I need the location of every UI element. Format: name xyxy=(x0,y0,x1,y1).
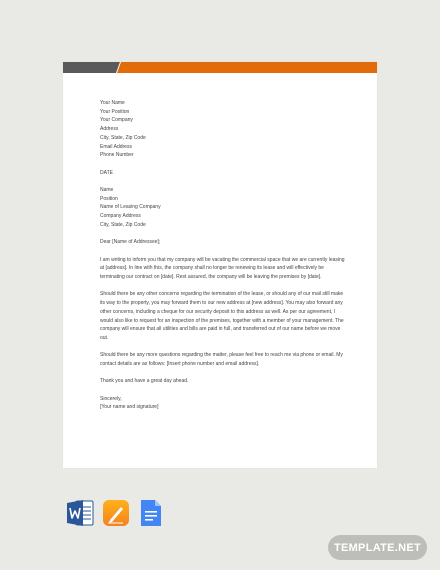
sender-company: Your Company xyxy=(100,117,133,124)
google-docs-icon[interactable] xyxy=(137,498,165,528)
sender-city: City, State, Zip Code xyxy=(100,134,146,141)
brand-badge[interactable]: TEMPLATE.NET xyxy=(328,535,427,560)
salutation: Dear [Name of Addressee]; xyxy=(100,239,161,246)
pages-icon[interactable] xyxy=(102,498,130,528)
sender-phone: Phone Number xyxy=(100,152,134,159)
sender-position: Your Position xyxy=(100,108,130,115)
recipient-position: Position xyxy=(100,195,118,202)
recipient-company: Name of Leasing Company xyxy=(100,204,161,211)
sender-email: Email Address xyxy=(100,143,132,150)
recipient-city: City, State, Zip Code xyxy=(100,221,146,228)
sign-off: Sincerely, xyxy=(100,395,122,402)
letter-body xyxy=(100,99,345,412)
letter-page xyxy=(63,62,377,468)
sender-name: Your Name xyxy=(100,100,125,106)
paragraph-1: I am writing to inform you that my company will be vacating the commercial space that we are currently leasing at [address]. In line with this, the company shall no longer be renewing its lease and will effectively be terminating our contract on [date]. Rest assured, the company will be leaving the premises by [date]. xyxy=(100,256,345,280)
paragraph-2: Should there be any other concerns regarding the termination of the lease, or should any of our mail still make its way to the property, you may forward them to our new address at [new address]. You may also forward any other concerns, including a cheque for our security deposit to this address as well. As per our agreement, I would also like to request for an inspection of the premises, together with a member of your management. The company will ensure that all utilities and bills are paid in full, and transferred out of our name before we move out. xyxy=(100,291,344,341)
recipient-address: Company Address xyxy=(100,213,141,220)
letter-date: DATE xyxy=(100,169,113,176)
recipient-name: Name xyxy=(100,187,114,193)
closing-line: Thank you and have a great day ahead. xyxy=(100,378,189,385)
word-icon[interactable] xyxy=(67,498,95,528)
paragraph-3: Should there be any more questions regarding the matter, please feel free to reach me via phone or email. My contact details are as follows: [Insert phone number and email address]. xyxy=(100,352,343,367)
header-bar xyxy=(63,62,377,73)
sender-address: Address xyxy=(100,126,119,133)
signature: [Your name and signature] xyxy=(100,404,159,411)
